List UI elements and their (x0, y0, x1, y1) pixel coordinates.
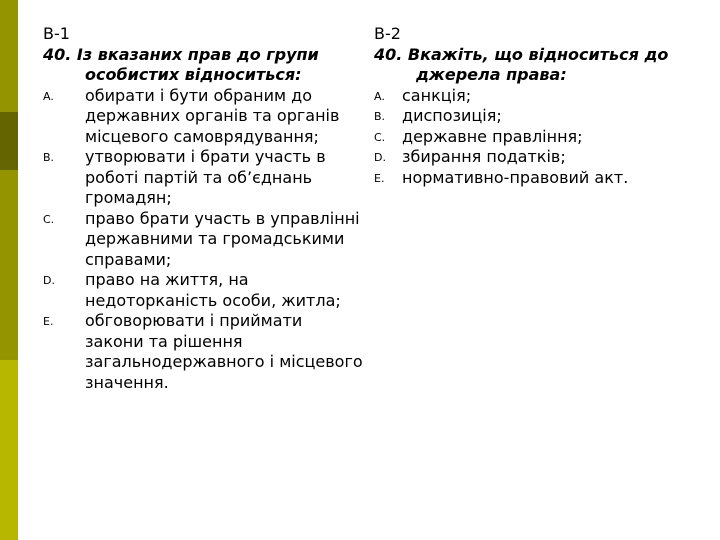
sidebar-segment-dark (0, 112, 18, 170)
option-letter: A. (43, 89, 54, 103)
option-item (374, 106, 704, 127)
option-text: право брати участь в управлінні державними та громадськими справами; (85, 208, 360, 269)
option-text: державне правління; (402, 126, 583, 146)
option-item (43, 209, 363, 271)
variant-1-question: 40. Із вказаних прав до групи особистих відноситься: (43, 44, 319, 84)
variant-1-heading: В-1 (43, 24, 70, 43)
decorative-sidebar (0, 0, 18, 540)
variant-2-heading: В-2 (374, 24, 401, 43)
option-item (374, 86, 704, 107)
option-item (43, 147, 363, 209)
option-text: право на життя, на недоторканість особи, житла; (85, 270, 341, 310)
option-letter: B. (43, 151, 55, 164)
option-letter: A. (374, 89, 385, 103)
option-item (374, 127, 704, 148)
option-letter: C. (374, 130, 386, 144)
option-item (43, 86, 363, 148)
sidebar-segment-mid (0, 170, 18, 360)
option-text: обирати і бути обраним до державних органів та органів місцевого самоврядування; (85, 85, 340, 146)
option-text: нормативно-правовий акт. (402, 167, 629, 187)
option-text: обговорювати і приймати закони та рішення загальнодержавного і місцевого значення. (85, 311, 363, 392)
option-text: санкція; (402, 85, 472, 105)
option-letter: E. (374, 171, 385, 185)
option-letter: B. (374, 110, 386, 123)
variant-2-options (374, 86, 704, 189)
sidebar-segment-bottom (0, 360, 18, 540)
option-text: утворювати і брати участь в роботі партій та об’єднань громадян; (85, 147, 326, 207)
variant-2-column (374, 24, 704, 188)
option-item (374, 147, 704, 168)
option-letter: D. (374, 151, 386, 164)
option-letter: E. (43, 315, 54, 328)
option-letter: D. (43, 274, 55, 287)
variant-2-question: 40. Вкажіть, що відноситься до джерела права: (374, 44, 669, 84)
option-text: збирання податків; (402, 147, 566, 166)
option-text: диспозиція; (402, 106, 502, 125)
option-letter: C. (43, 212, 55, 226)
option-item (374, 168, 704, 189)
sidebar-segment-top (0, 0, 18, 112)
option-item (43, 270, 363, 311)
variant-1-options (43, 86, 363, 394)
variant-1-column (43, 24, 363, 393)
option-item (43, 311, 363, 393)
